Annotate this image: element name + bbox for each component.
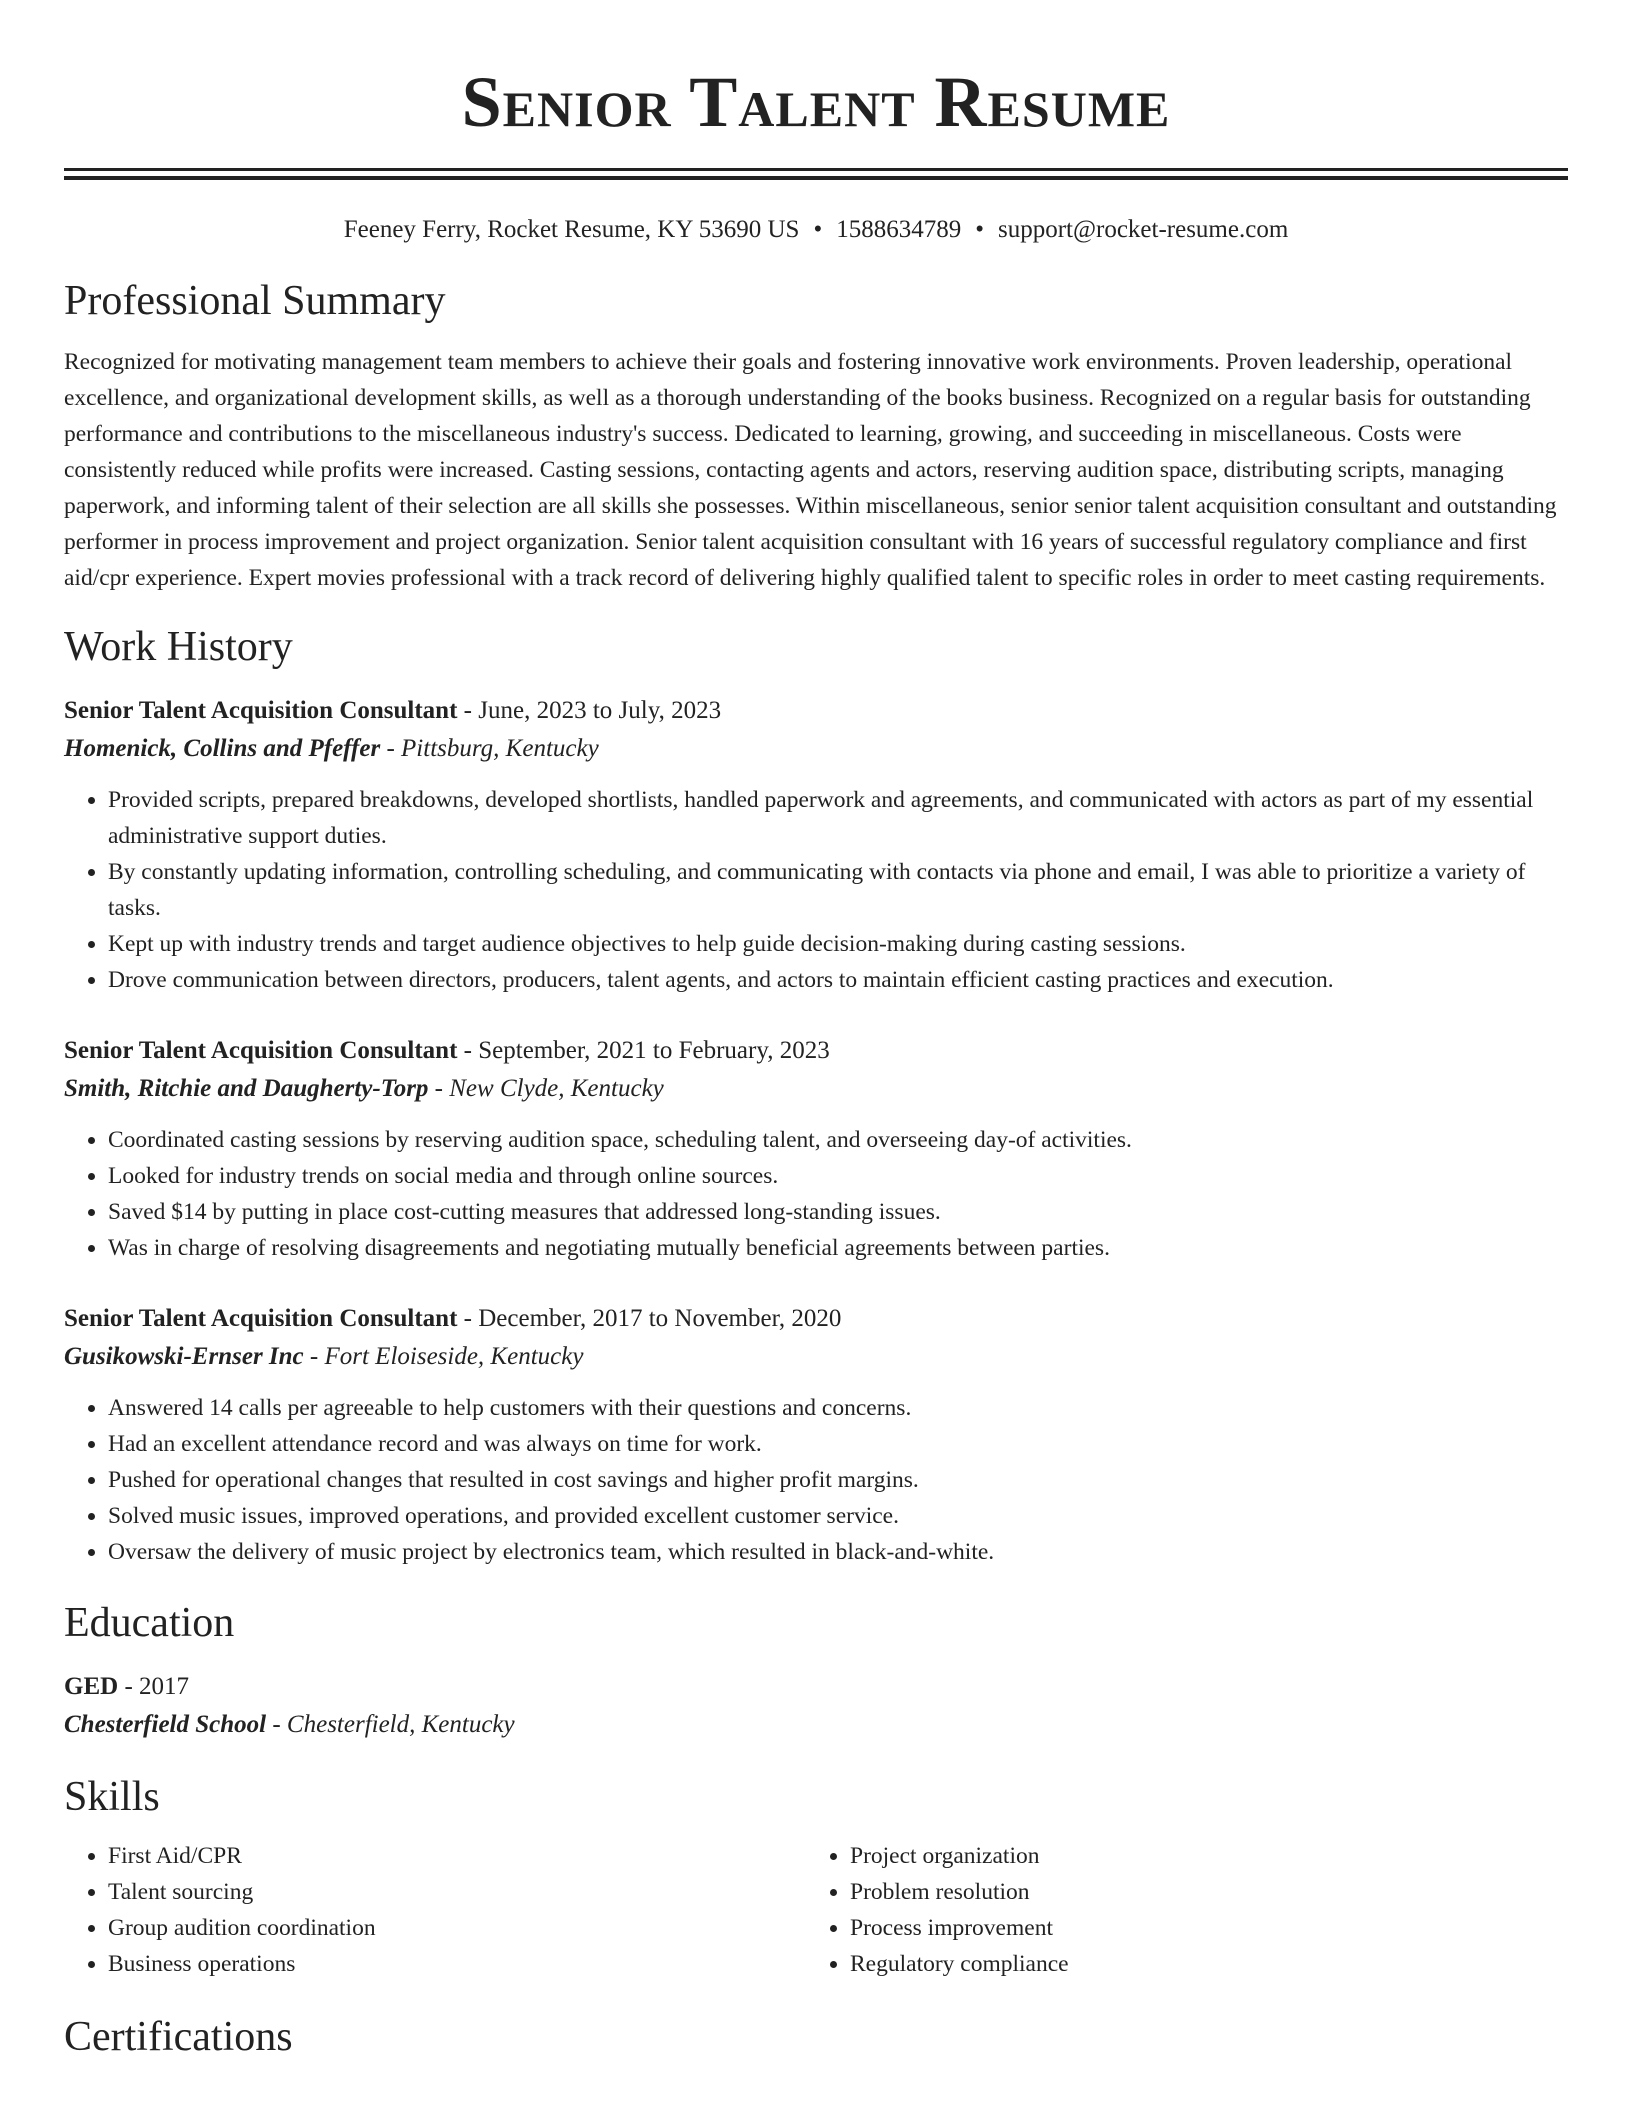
job-location: - New Clyde, Kentucky [428,1075,664,1102]
resume-page [64,0,1568,2062]
title-divider-thin [64,176,1568,180]
work-history-section [64,622,1568,1570]
job-dates: - December, 2017 to November, 2020 [457,1305,842,1332]
work-history-heading: Work History [64,624,293,670]
skill-item: • Process improvement [850,1910,1548,1946]
job-title-line [64,692,1568,730]
skill-item: • Problem resolution [850,1874,1548,1910]
title-divider-thick [64,168,1568,171]
skill-item: • Regulatory compliance [850,1946,1548,1982]
job-company-line [64,1070,1568,1108]
job-dates: - September, 2021 to February, 2023 [457,1037,830,1064]
school-name: Chesterfield School [64,1711,267,1738]
job-company: Homenick, Collins and Pfeffer [64,735,381,762]
job-entry [64,1300,1568,1570]
education-entry [64,1668,1568,1744]
contact-phone: 1588634789 [836,216,962,243]
summary-text: Recognized for motivating management team members to achieve their goals and fostering innovative work environments. Proven leadership, operational excellence, and organizational development skills, as well as a thorough understanding of the books business. Recognized on a regular basis for outstanding performance and contributions to the miscellaneous industry's success. Dedicated to learning, growing, and succeeding in miscellaneous. Costs were consistently reduced while profits were increased. Casting sessions, contacting agents and actors, reserving audition space, distributing scripts, managing paperwork, and informing talent of their selection are all skills she possesses. Within miscellaneous, senior senior talent acquisition consultant and outstanding performer in process improvement and project organization. Senior talent acquisition consultant with 16 years of successful regulatory compliance and first aid/cpr experience. Expert movies professional with a track record of delivering highly qualified talent to specific roles in order to meet casting requirements. [64,349,1557,591]
job-title: Senior Talent Acquisition Consultant [64,697,458,724]
skill-item: • First Aid/CPR [108,1838,806,1874]
skill-item: • Business operations [108,1946,806,1982]
job-bullet: • Coordinated casting sessions by reserving audition space, scheduling talent, and overseeing day-of activities. [108,1122,1568,1158]
job-title-line [64,1032,1568,1070]
skills-columns [64,1838,1568,1982]
job-bullet: • Had an excellent attendance record and was always on time for work. [108,1426,1568,1462]
certifications-heading: Certifications [64,2014,293,2060]
job-title-line [64,1300,1568,1338]
job-bullet: • Was in charge of resolving disagreements and negotiating mutually beneficial agreements between parties. [108,1230,1568,1266]
skills-column-left [64,1838,806,1982]
degree-year: - 2017 [118,1673,190,1700]
skills-heading: Skills [64,1774,160,1820]
job-entry [64,1032,1568,1266]
degree: GED [64,1673,119,1700]
job-bullets [64,782,1568,998]
job-bullet: • Looked for industry trends on social media and through online sources. [108,1158,1568,1194]
skill-item: • Group audition coordination [108,1910,806,1946]
contact-email: support@rocket-resume.com [997,216,1289,243]
job-bullet: • Pushed for operational changes that resulted in cost savings and higher profit margins. [108,1462,1568,1498]
education-section [64,1598,1568,1744]
degree-line [64,1668,1568,1706]
job-bullets [64,1390,1568,1570]
summary-heading: Professional Summary [64,278,446,324]
job-location: - Fort Eloiseside, Kentucky [303,1343,584,1370]
job-bullet: • Drove communication between directors, producers, talent agents, and actors to maintain efficient casting practices and execution. [108,962,1568,998]
job-bullet: • Oversaw the delivery of music project by electronics team, which resulted in black-and-white. [108,1534,1568,1570]
job-bullet: • Provided scripts, prepared breakdowns, developed shortlists, handled paperwork and agreements, and communicated with actors as part of my essential administrative support duties. [108,782,1568,854]
job-bullet: • Saved $14 by putting in place cost-cutting measures that addressed long-standing issues. [108,1194,1568,1230]
school-line [64,1706,1568,1744]
job-title: Senior Talent Acquisition Consultant [64,1037,458,1064]
job-bullet: • Solved music issues, improved operations, and provided excellent customer service. [108,1498,1568,1534]
job-bullet: • Answered 14 calls per agreeable to help customers with their questions and concerns. [108,1390,1568,1426]
job-location: - Pittsburg, Kentucky [380,735,599,762]
school-location: - Chesterfield, Kentucky [266,1711,515,1738]
job-bullets [64,1122,1568,1266]
job-company-line [64,1338,1568,1376]
contact-separator: • [975,216,984,243]
skills-column-right [806,1838,1548,1982]
contact-line [64,214,1568,246]
job-bullet: • By constantly updating information, controlling scheduling, and communicating with contacts via phone and email, I was able to prioritize a variety of tasks. [108,854,1568,926]
skill-item: • Talent sourcing [108,1874,806,1910]
summary-section [64,276,1568,596]
education-heading: Education [64,1600,235,1646]
job-company-line [64,730,1568,768]
resume-title: Senior Talent Resume [461,62,1171,142]
job-entry [64,692,1568,998]
skill-item: • Project organization [850,1838,1548,1874]
job-title: Senior Talent Acquisition Consultant [64,1305,458,1332]
certifications-section [64,2012,1568,2062]
job-company: Smith, Ritchie and Daugherty-Torp [64,1075,429,1102]
job-bullet: • Kept up with industry trends and target audience objectives to help guide decision-making during casting sessions. [108,926,1568,962]
job-dates: - June, 2023 to July, 2023 [457,697,722,724]
contact-address: Feeney Ferry, Rocket Resume, KY 53690 US [343,216,800,243]
skills-section [64,1772,1568,1982]
job-company: Gusikowski-Ernser Inc [64,1343,304,1370]
contact-separator: • [813,216,823,243]
